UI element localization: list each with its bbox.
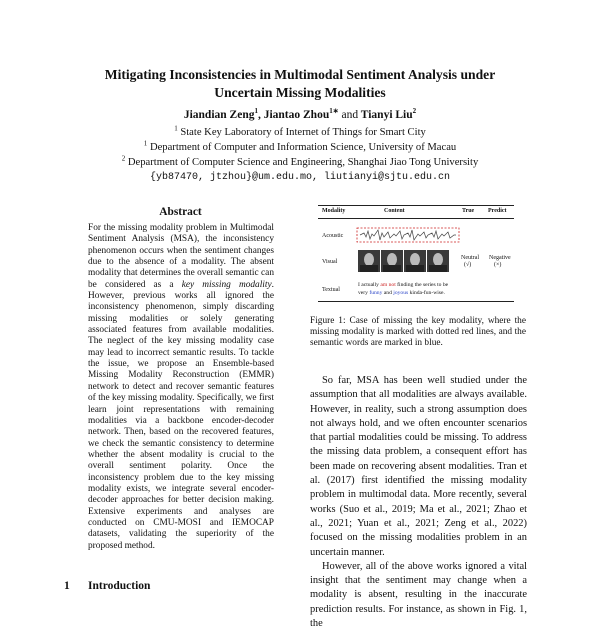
figure-header-predict: Predict xyxy=(488,208,507,214)
intro-body xyxy=(310,374,527,631)
figure-header-modality: Modality xyxy=(322,208,346,214)
figure-header-content: Content xyxy=(384,208,405,214)
figure-caption: Figure 1: Case of missing the key modality, where the missing modality is marked with dotted red lines, and the semantic words are marked in blue. xyxy=(310,316,526,349)
abstract-heading: Abstract xyxy=(159,206,202,218)
textual-line-2: very funny and joyous kinda-fun-wise. xyxy=(358,290,445,296)
author-list: Jiandian Zeng$^1$, Jiantao Zhou$^{1∗}$ and Tianyi Liu$^2$ xyxy=(183,107,417,121)
figure-header-true: True xyxy=(462,208,475,214)
abstract-body: For the missing modality problem in Multimodal Sentiment Analysis (MSA), the inconsistency phenomenon occurs when the sentiment changes due to the absence of a modality. The absent modality that determines the overall semantic can be considered as a key missing modality. However, previous works all ignored the inconsistency phenomenon, simply discarding missing modalities or solely generating associated features from available modalities. The neglect of the key missing modality case may lead to incorrect semantic results. To tackle the issue, we propose an Ensemble-based Missing Modality Reconstruction (EMMR) network to detect and recover semantic features of the key missing modality. Specifically, we first learn joint representations with remaining modalities via a backbone encoder-decoder network. Then, based on the recovered features, we check the semantic consistency to determine whether the absent modality is crucial to the overall sentiment polarity. Once the inconsistency problem due to the key missing modality exists, we integrate several encoder-decoder approaches for better decision making. Extensive experiments and analyses are conducted on CMU-MOSI and IEMOCAP datasets, validating the superiority of the proposed method. xyxy=(88,223,274,551)
modality-acoustic: Acoustic xyxy=(322,233,344,239)
affiliation: $^2$ Department of Computer Science and Engineering, Shanghai Jiao Tong University xyxy=(121,154,479,168)
paper-title: Mitigating Inconsistencies in Multimodal Sentiment Analysis under Uncertain Missing Modalities xyxy=(104,67,496,100)
author-name: Jiandian Zeng xyxy=(183,109,255,121)
affiliation: $^1$ State Key Laboratory of Internet of Things for Smart City xyxy=(174,124,426,138)
video-frame xyxy=(358,250,380,272)
paragraph: However, all of the above works ignored a vital insight that the sentiment may change when a modality is absent, resulting in the inaccurate prediction results. For instance, as shown in Fig. 1, the xyxy=(310,560,527,630)
true-label: Neutral xyxy=(461,255,479,261)
section-heading: 1 Introduction xyxy=(64,580,151,592)
author-name: Jiantao Zhou xyxy=(263,109,330,121)
acoustic-waveform xyxy=(356,227,460,243)
true-mark: (√) xyxy=(464,262,472,268)
predict-mark: (×) xyxy=(494,262,502,268)
modality-textual: Textual xyxy=(322,287,340,293)
modality-visual: Visual xyxy=(322,259,338,265)
predict-label: Negative xyxy=(489,255,511,261)
figure-1 xyxy=(318,205,514,307)
video-frame xyxy=(427,250,449,272)
paragraph: So far, MSA has been well studied under the assumption that all modalities are always available. However, in reality, such a strong assumption does not always hold, and we often encounter scenarios that partial modalities could be missing. To address the missing data problem, a consequent effort has been made on recovering absent modalities. Tran et al. (2017) first identified the missing modality problem in multimodal data. More recently, several works (Suo et al., 2019; Ma et al., 2021; Zhao et al., 2021; Yuan et al., 2021; Zeng et al., 2022) focused on the missing modalities problem in an uncertain manner. xyxy=(310,375,527,558)
author-name: Tianyi Liu xyxy=(360,109,413,121)
textual-line-1: I actually am not finding the series to be xyxy=(358,282,449,288)
video-frame xyxy=(381,250,403,272)
video-frame xyxy=(404,250,426,272)
affiliation: $^1$ Department of Computer and Information Science, University of Macau xyxy=(143,139,457,153)
author-emails: {yb87470, jtzhou}@um.edu.mo, liutianyi@sjtu.edu.cn xyxy=(149,172,451,183)
